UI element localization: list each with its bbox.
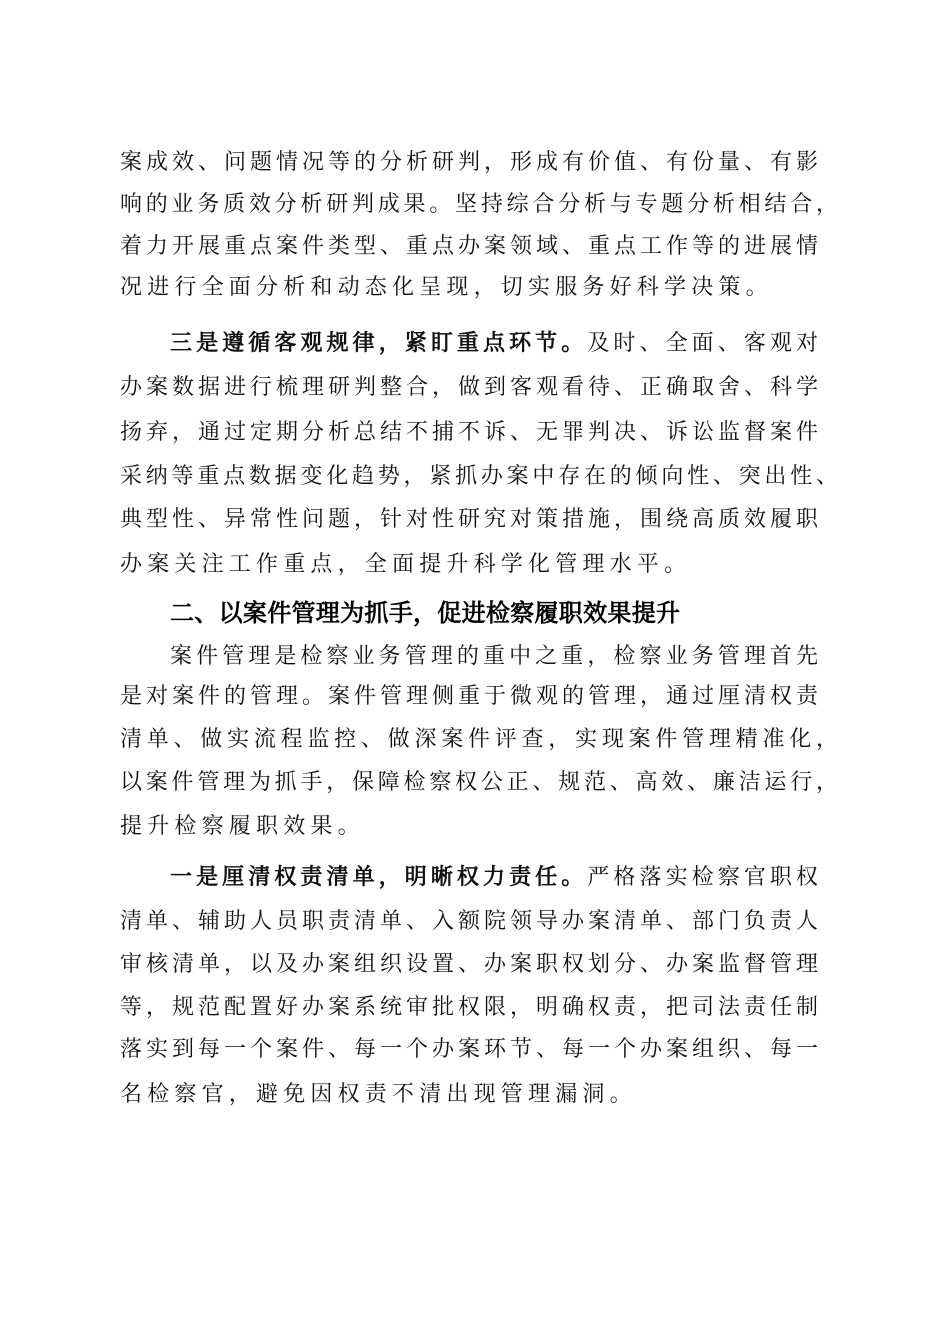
- paragraph-line: 提升检察履职效果。: [120, 814, 365, 839]
- paragraph-line: 采纳等重点数据变化趋势，紧抓办案中存在的倾向性、突出性、: [120, 464, 838, 489]
- paragraph-line: 扬弃，通过定期分析总结不捕不诉、无罪判决、诉讼监督案件: [120, 420, 818, 445]
- paragraph-line: 案成效、问题情况等的分析研判，形成有价值、有份量、有影: [120, 150, 818, 175]
- paragraph-line: 名检察官，避免因权责不清出现管理漏洞。: [120, 1082, 637, 1107]
- paragraph-lead-line: [170, 862, 818, 892]
- paragraph-lead-rest: 严格落实检察官职权: [587, 865, 818, 890]
- paragraph-line: 以案件管理为抓手，保障检察权公正、规范、高效、廉洁运行，: [120, 770, 838, 795]
- paragraph-lead-rest: 及时、全面、客观对: [587, 331, 818, 356]
- paragraph-lead-bold: 一是厘清权责清单，明晰权力责任。: [170, 864, 588, 890]
- paragraph-line: 清单、做实流程监控、做深案件评查，实现案件管理精准化，: [120, 727, 838, 752]
- paragraph-line: 清单、辅助人员职责清单、入额院领导办案清单、部门负责人: [120, 909, 818, 934]
- paragraph-line: 办案关注工作重点，全面提升科学化管理水平。: [120, 552, 692, 577]
- paragraph-line: 况进行全面分析和动态化呈现，切实服务好科学决策。: [120, 275, 773, 300]
- paragraph-first-line: 案件管理是检察业务管理的重中之重，检察业务管理首先: [170, 644, 818, 669]
- paragraph-line: 是对案件的管理。案件管理侧重于微观的管理，通过厘清权责: [120, 684, 818, 709]
- paragraph-lead-line: [170, 328, 818, 358]
- paragraph-line: 落实到每一个案件、每一个办案环节、每一个办案组织、每一: [120, 1037, 818, 1062]
- paragraph-line: 办案数据进行梳理研判整合，做到客观看待、正确取舍、科学: [120, 375, 818, 400]
- paragraph-line: 着力开展重点案件类型、重点办案领域、重点工作等的进展情: [120, 234, 818, 259]
- paragraph-lead-bold: 三是遵循客观规律，紧盯重点环节。: [170, 330, 588, 356]
- paragraph-line: 典型性、异常性问题，针对性研究对策措施，围绕高质效履职: [120, 507, 818, 532]
- paragraph-line: 审核清单，以及办案组织设置、办案职权划分、办案监督管理: [120, 952, 818, 977]
- paragraph-line: 等，规范配置好办案系统审批权限，明确权责，把司法责任制: [120, 995, 818, 1020]
- section-heading: 二、以案件管理为抓手，促进检察履职效果提升: [170, 599, 681, 627]
- paragraph-line: 响的业务质效分析研判成果。坚持综合分析与专题分析相结合，: [120, 192, 838, 217]
